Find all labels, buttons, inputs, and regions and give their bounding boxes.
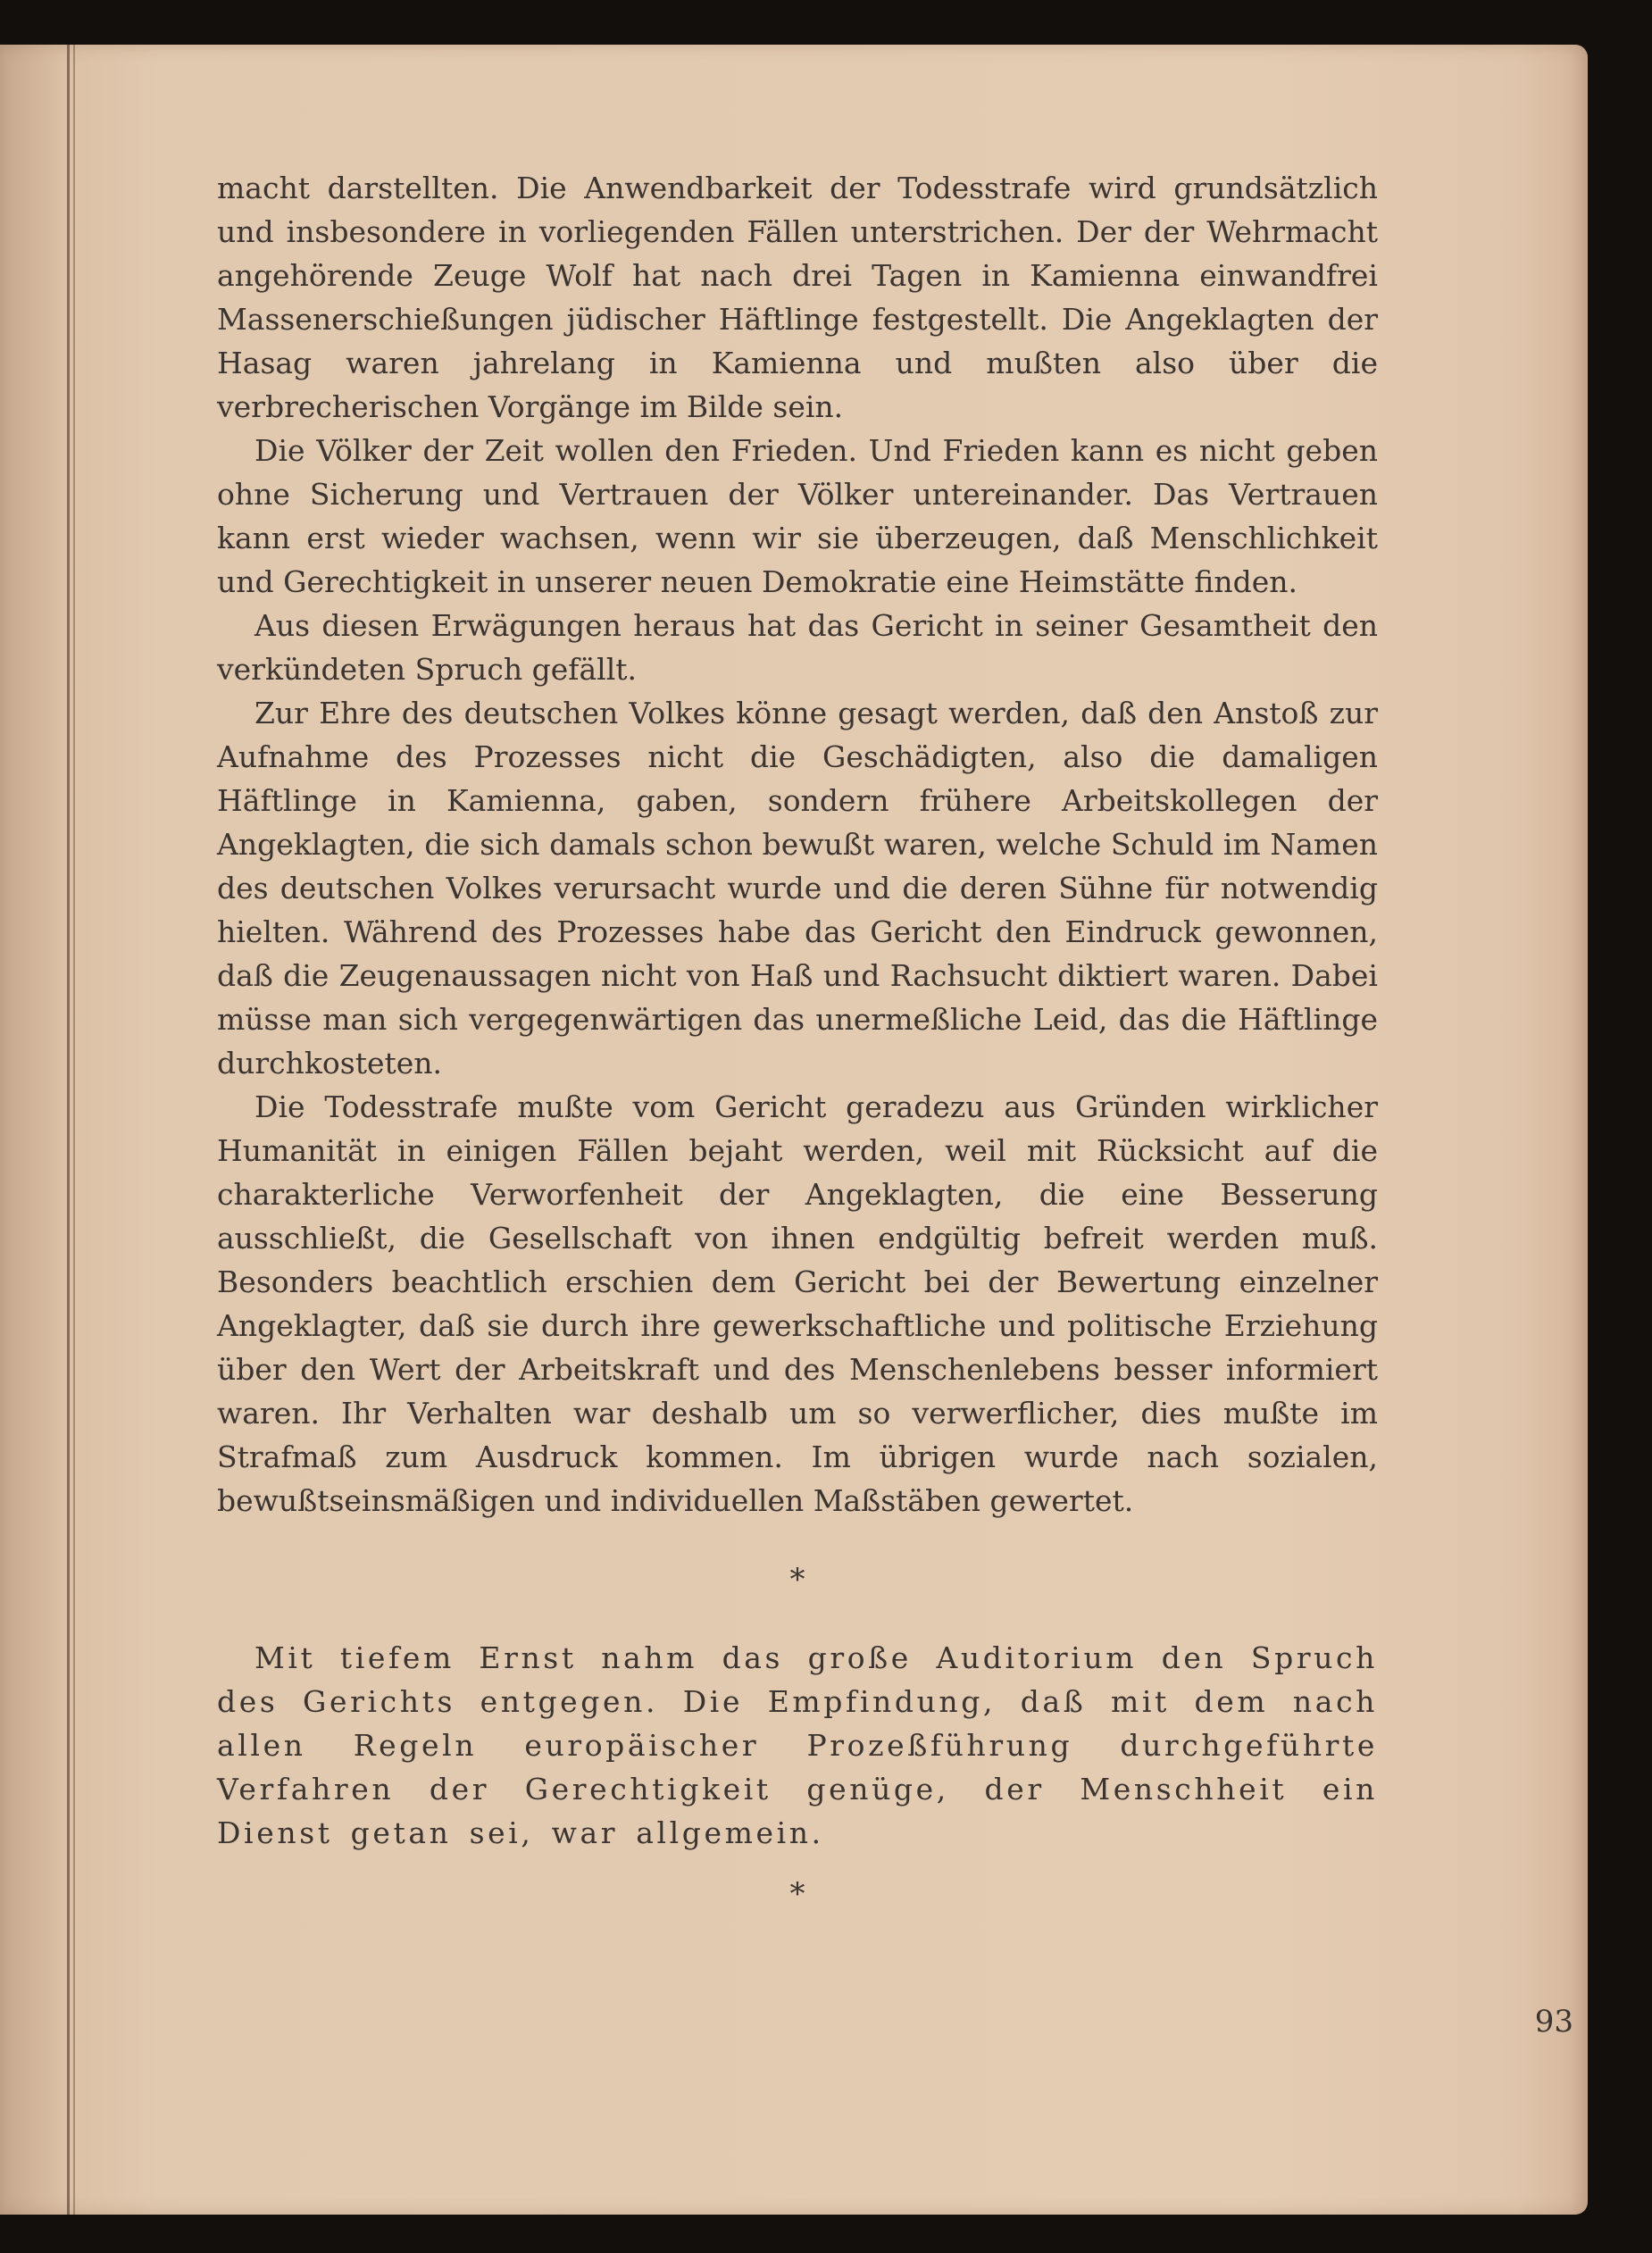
section-separator-end: *: [789, 1876, 805, 1912]
paragraph-1: macht darstellten. Die Anwendbarkeit der Todesstrafe wird grundsätzlich und insbesondere in vorliegenden Fällen unterstrichen. Der der Wehrmacht angehörende Zeuge Wolf hat nach drei Tagen in Kamienna einwandfrei Massenerschießungen jüdischer Häftlinge festgestellt. Die Angeklagten der Hasag waren jahrelang in Kamienna und mußten also über die verbrecherischen Vorgänge im Bilde sein.: [217, 171, 1378, 424]
paragraph-5: Die Todesstrafe mußte vom Gericht geradezu aus Gründen wirklicher Humanität in einigen Fällen bejaht werden, weil mit Rücksicht auf die charakterliche Verworfenheit der Angeklagten, die eine Besserung ausschließt, die Gesellschaft von ihnen endgültig befreit werden muß. Besonders beachtlich erschien dem Gericht bei der Bewertung einzelner Angeklagter, daß sie durch ihre gewerkschaftliche und politische Erziehung über den Wert der Arbeitskraft und des Menschenlebens besser informiert waren. Ihr Verhalten war deshalb um so verwerflicher, dies mußte im Strafmaß zum Ausdruck kommen. Im übrigen wurde nach sozialen, bewußtseinsmäßigen und individuellen Maßstäben gewertet.: [217, 1089, 1378, 1518]
section-separator: *: [789, 1562, 805, 1598]
closing-paragraph: Mit tiefem Ernst nahm das große Auditorium den Spruch des Gerichts entgegen. Die Empfindung, daß mit dem nach allen Regeln europäischer Prozeßführung durchgeführte Verfahren der Gerechtigkeit genüge, der Menschheit ein Dienst getan sei, war allgemein.: [217, 1640, 1378, 1850]
page-number: 93: [1534, 2004, 1573, 2040]
body-text: [217, 166, 1378, 1916]
gutter-shadow: [67, 45, 70, 2215]
gutter-shadow-inner: [73, 45, 75, 2215]
paragraph-2: Die Völker der Zeit wollen den Frieden. Und Frieden kann es nicht geben ohne Sicherung und Vertrauen der Völker untereinander. Das Vertrauen kann erst wieder wachsen, wenn wir sie überzeugen, daß Menschlichkeit und Gerechtigkeit in unserer neuen Demokratie eine Heimstätte finden.: [217, 433, 1378, 599]
paragraph-4: Zur Ehre des deutschen Volkes könne gesagt werden, daß den Anstoß zur Aufnahme des Prozesses nicht die Geschädigten, also die damaligen Häftlinge in Kamienna, gaben, sondern frühere Arbeitskollegen der Angeklagten, die sich damals schon bewußt waren, welche Schuld im Namen des deutschen Volkes verursacht wurde und die deren Sühne für notwendig hielten. Während des Prozesses habe das Gericht den Eindruck gewonnen, daß die Zeugenaussagen nicht von Haß und Rachsucht diktiert waren. Dabei müsse man sich vergegenwärtigen das unermeßliche Leid, das die Häftlinge durchkosteten.: [217, 696, 1378, 1081]
paragraph-3: Aus diesen Erwägungen heraus hat das Gericht in seiner Gesamtheit den verkündeten Spruch gefällt.: [217, 608, 1378, 687]
